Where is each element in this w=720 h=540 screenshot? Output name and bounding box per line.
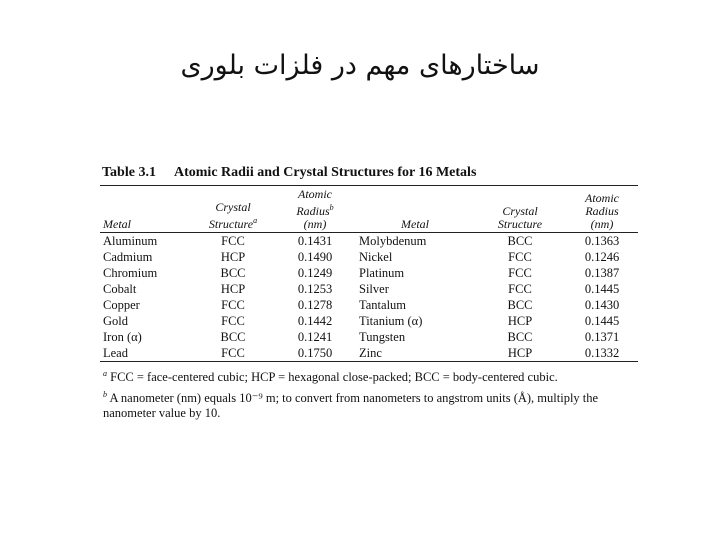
header-metal-right: Metal: [401, 217, 429, 231]
table-row: [100, 233, 638, 250]
radius-cell: 0.1445: [584, 282, 620, 296]
header-radius-right: Atomic Radius (nm): [585, 191, 619, 231]
table-caption-text: Atomic Radii and Crystal Structures for 16 Metals: [174, 165, 477, 180]
slide-title: ساختارهای مهم در فلزات بلوری: [180, 50, 540, 81]
structure-cell: FCC: [508, 250, 532, 264]
radius-cell: 0.1249: [297, 266, 333, 280]
metal-cell: Cobalt: [103, 282, 137, 296]
footnote-a: $^a$ FCC = face-centered cubic; HCP = hexagonal close-packed; BCC = body-centered cubic.: [103, 369, 558, 385]
table-row: [100, 265, 638, 281]
structure-cell: HCP: [507, 346, 533, 360]
metal-cell: Chromium: [103, 266, 158, 280]
metal-cell: Silver: [359, 282, 389, 296]
metal-cell: Aluminum: [103, 234, 158, 248]
structure-cell: HCP: [507, 314, 533, 328]
radius-cell: 0.1750: [297, 346, 333, 360]
structure-cell: FCC: [508, 282, 532, 296]
table-row: [100, 281, 638, 297]
structure-cell: FCC: [221, 346, 245, 360]
metal-cell: Tungsten: [359, 330, 406, 344]
table-row: [100, 297, 638, 313]
header-radius-left: Atomic Radius$^b$ (nm): [296, 187, 334, 231]
radius-cell: 0.1431: [297, 234, 333, 248]
structure-cell: BCC: [507, 298, 533, 312]
metal-cell: Molybdenum: [359, 234, 427, 248]
table-number: Table 3.1: [102, 165, 156, 180]
table-row: [100, 345, 638, 362]
header-metal-left: Metal: [103, 217, 131, 231]
radius-cell: 0.1246: [584, 250, 620, 264]
structure-cell: BCC: [507, 234, 533, 248]
radius-cell: 0.1445: [584, 314, 620, 328]
table-row: [100, 313, 638, 329]
radius-cell: 0.1442: [297, 314, 333, 328]
metal-cell: Cadmium: [103, 250, 153, 264]
structure-cell: BCC: [220, 266, 246, 280]
header-structure-right: Crystal Structure: [497, 204, 543, 231]
metal-cell: Lead: [103, 346, 128, 360]
radius-cell: 0.1241: [297, 330, 333, 344]
metal-cell: Gold: [103, 314, 128, 328]
header-structure-left: Crystal Structure$^a$: [208, 200, 258, 231]
structure-cell: BCC: [507, 330, 533, 344]
header-row: [100, 186, 638, 233]
radius-cell: 0.1430: [584, 298, 620, 312]
structure-cell: FCC: [221, 298, 245, 312]
metal-cell: Copper: [103, 298, 140, 312]
structure-cell: HCP: [220, 282, 246, 296]
metal-cell: Iron (α): [103, 330, 142, 344]
table-row: [100, 249, 638, 265]
radius-cell: 0.1332: [584, 346, 620, 360]
metal-cell: Platinum: [359, 266, 405, 280]
radius-cell: 0.1371: [584, 330, 620, 344]
structure-cell: FCC: [221, 314, 245, 328]
table-caption: [100, 165, 638, 185]
radius-cell: 0.1363: [584, 234, 620, 248]
radius-cell: 0.1490: [297, 250, 333, 264]
radius-cell: 0.1253: [297, 282, 333, 296]
metal-cell: Tantalum: [359, 298, 407, 312]
structure-cell: BCC: [220, 330, 246, 344]
table-row: [100, 329, 638, 345]
metal-cell: Titanium (α): [359, 314, 423, 328]
atomic-radii-table: [100, 165, 638, 423]
structure-cell: HCP: [220, 250, 246, 264]
structure-cell: FCC: [508, 266, 532, 280]
data-table: [100, 186, 638, 362]
radius-cell: 0.1278: [297, 298, 333, 312]
radius-cell: 0.1387: [584, 266, 620, 280]
metal-cell: Zinc: [359, 346, 382, 360]
metal-cell: Nickel: [359, 250, 393, 264]
structure-cell: FCC: [221, 234, 245, 248]
footnote-b: $^b$ A nanometer (nm) equals 10⁻⁹ m; to convert from nanometers to angstrom units (Å), multiply the nanometer value by 10.: [103, 390, 599, 421]
table-footnotes: [100, 366, 638, 421]
